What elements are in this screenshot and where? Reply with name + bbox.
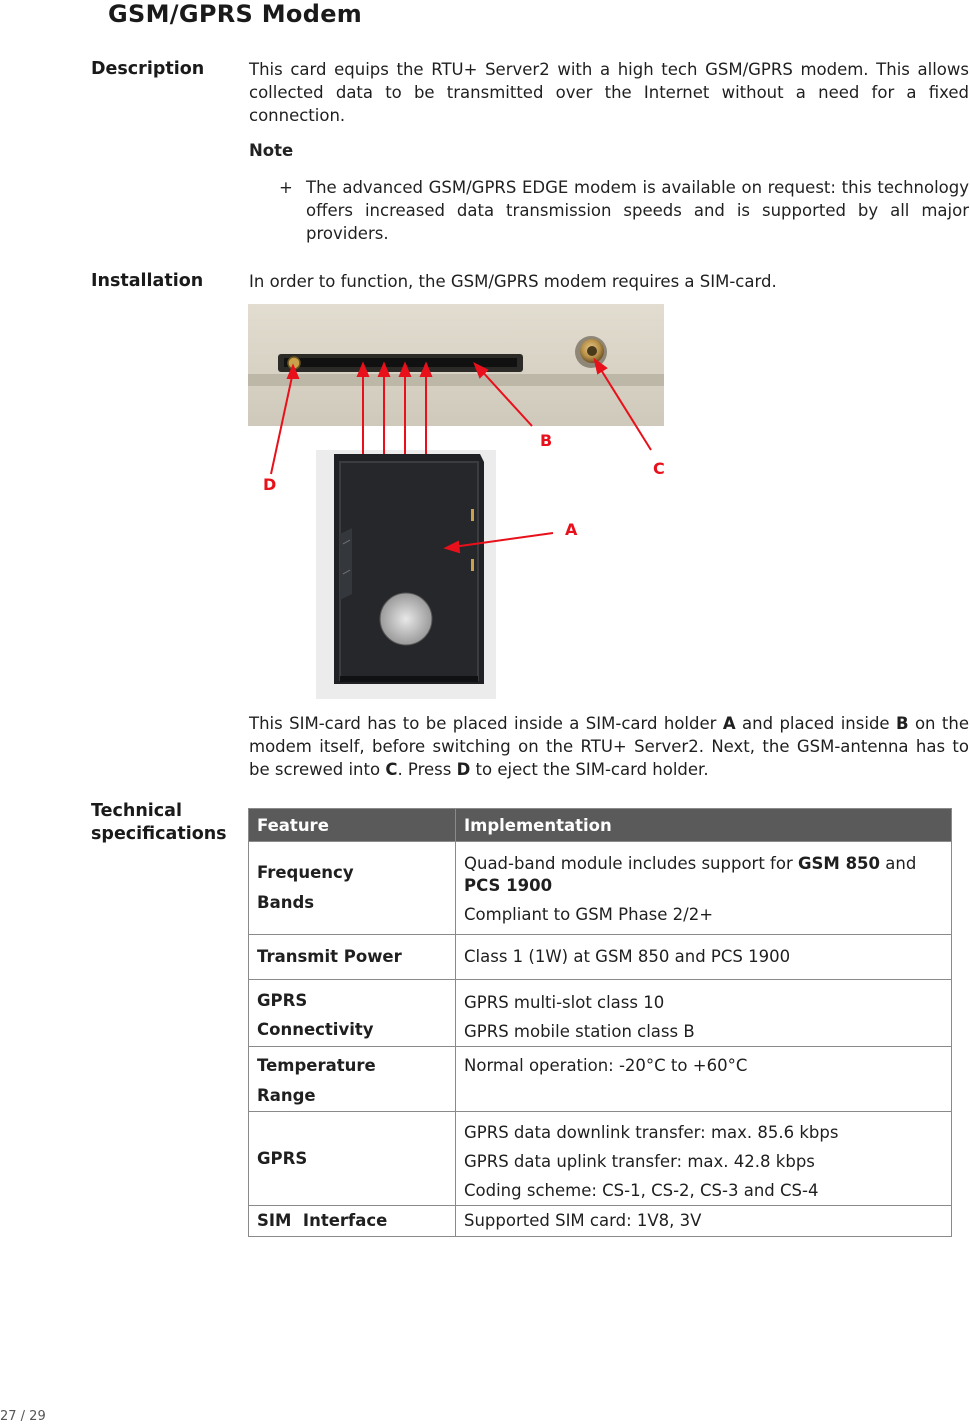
implementation-cell: Supported SIM card: 1V8, 3V: [456, 1206, 952, 1237]
bullet-symbol: +: [279, 178, 293, 197]
implementation-cell: GPRS multi-slot class 10 GPRS mobile station class B: [456, 980, 952, 1047]
feature-cell: Temperature Range: [249, 1047, 456, 1112]
table-row: [249, 1112, 952, 1206]
sim-card-figure: [248, 304, 688, 699]
feature-cell: Frequency Bands: [249, 842, 456, 935]
table-row: [249, 842, 952, 935]
bullet-text: The advanced GSM/GPRS EDGE modem is available on request: this technology offers increased data transmission speeds and is supported by all major providers.: [306, 178, 969, 243]
specs-label: Technical specifications: [91, 801, 227, 844]
specs-table: [248, 808, 952, 1237]
installation-caption: This SIM-card has to be placed inside a SIM-card holder A and placed inside B on the modem itself, before switching on the RTU+ Server2. Next, the GSM-antenna has to be screwed into C. Press D to eject the SIM-card holder.: [249, 714, 969, 779]
implementation-cell: Normal operation: -20°C to +60°C: [456, 1047, 952, 1112]
feature-cell: Transmit Power: [249, 935, 456, 980]
feature-cell: GPRS: [249, 1112, 456, 1206]
feature-cell: GPRS Connectivity: [249, 980, 456, 1047]
table-row: [249, 935, 952, 980]
description-label: Description: [91, 59, 205, 79]
installation-intro: In order to function, the GSM/GPRS modem requires a SIM-card.: [249, 272, 777, 291]
header-feature: Feature: [249, 809, 456, 842]
implementation-cell: Class 1 (1W) at GSM 850 and PCS 1900: [456, 935, 952, 980]
label-b: B: [540, 431, 553, 450]
label-a: A: [565, 520, 578, 539]
installation-label: Installation: [91, 271, 204, 291]
label-d: D: [263, 475, 277, 494]
table-row: [249, 980, 952, 1047]
description-text: This card equips the RTU+ Server2 with a high tech GSM/GPRS modem. This allows collected data to be transmitted over the Internet without a need for a fixed connection.: [249, 60, 969, 125]
page-number: 27 / 29: [0, 1409, 46, 1424]
implementation-cell: GPRS data downlink transfer: max. 85.6 kbps GPRS data uplink transfer: max. 42.8 kbps Coding scheme: CS-1, CS-2, CS-3 and CS-4: [456, 1112, 952, 1206]
table-row: [249, 1206, 952, 1237]
table-row: [249, 1047, 952, 1112]
note-bullet: [279, 176, 969, 245]
implementation-cell: Quad-band module includes support for GSM 850 and PCS 1900 Compliant to GSM Phase 2/2+: [456, 842, 952, 935]
label-c: C: [653, 459, 665, 478]
sim-holder-photo: [316, 450, 496, 699]
header-implementation: Implementation: [456, 809, 952, 842]
page-title: GSM/GPRS Modem: [108, 0, 363, 28]
feature-cell: SIM Interface: [249, 1206, 456, 1237]
table-header-row: [249, 809, 952, 842]
note-label: Note: [249, 141, 294, 160]
